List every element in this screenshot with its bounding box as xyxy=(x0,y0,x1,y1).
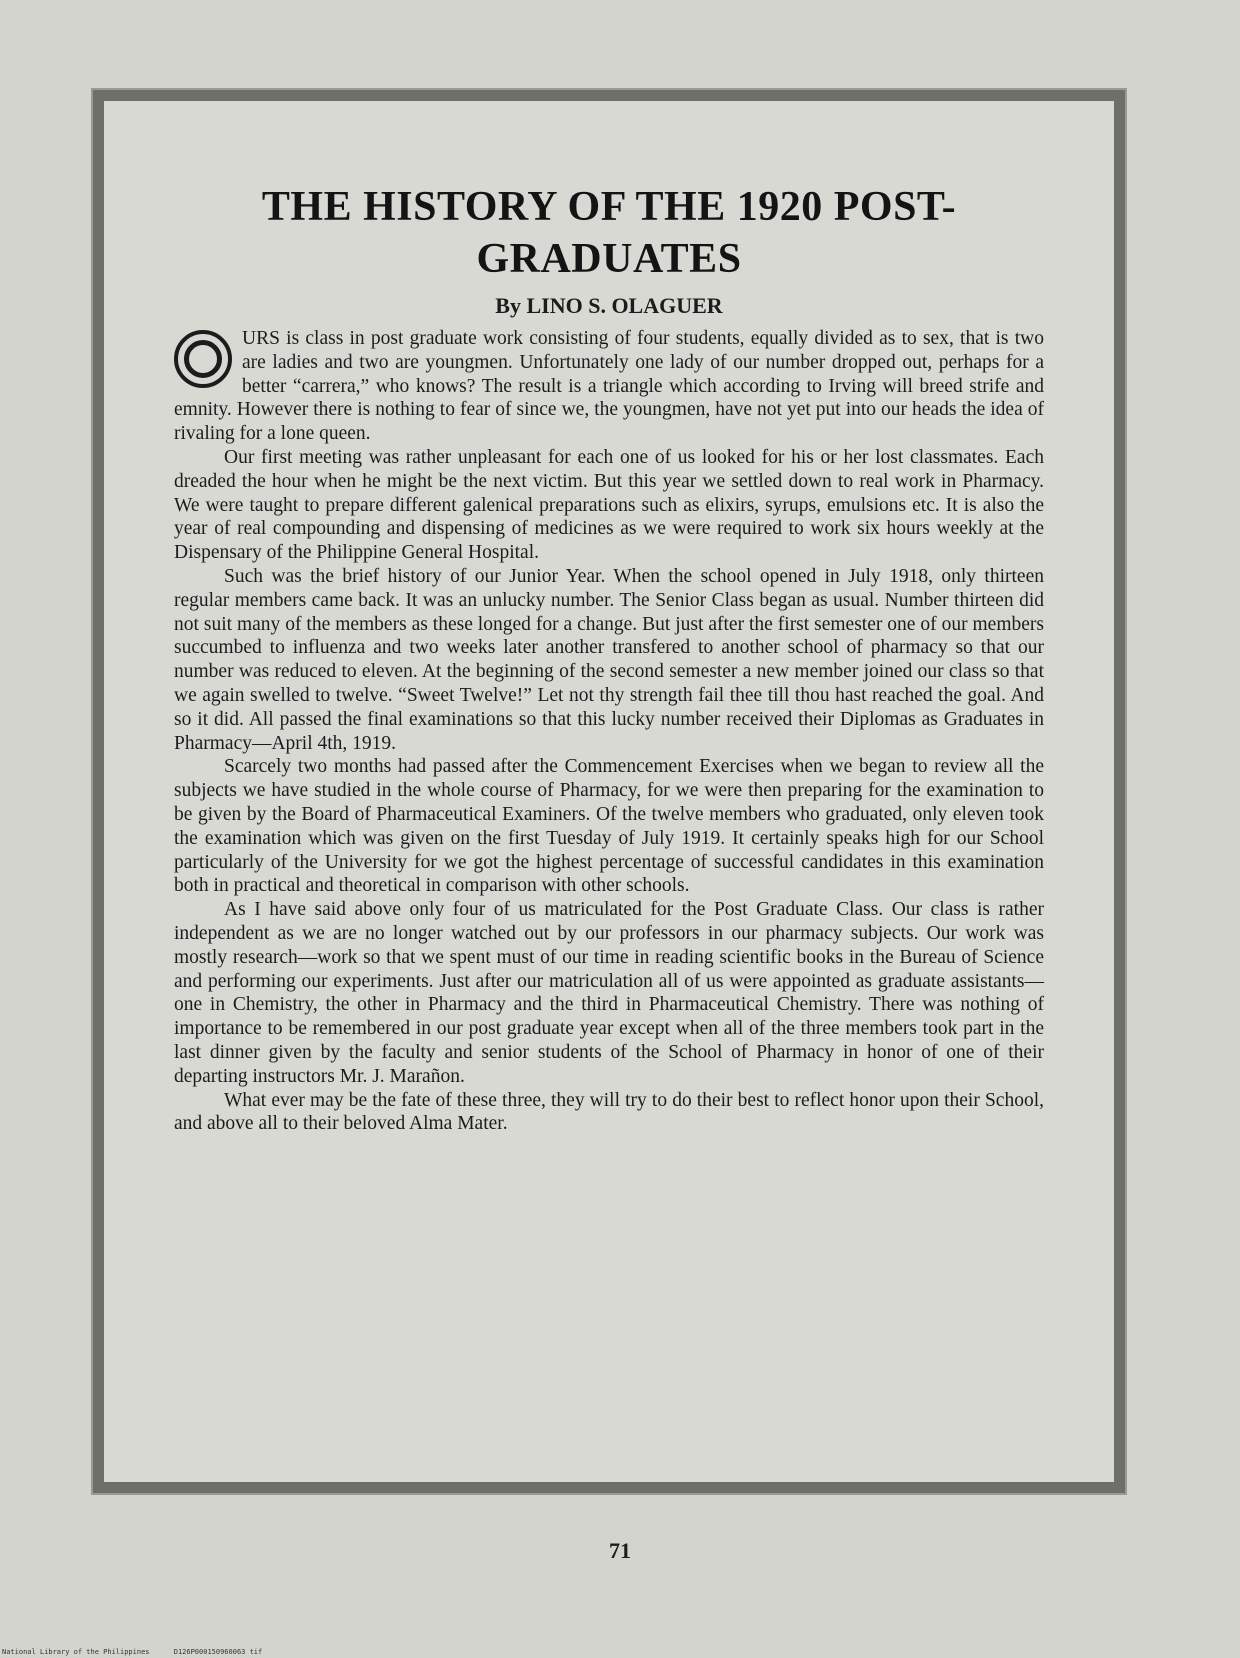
paragraph-1-text: URS is class in post graduate work consisting of four students, equally divided as to sex, that is two are ladies and two are youngmen. Unfortunately one lady of our number dropped out, perhaps for a better “carrera,” who knows? The result is a triangle which according to Irving will breed strife and emnity. However there is nothing to fear of since we, the youngmen, have not yet put into our heads the idea of rivaling for a lone queen. xyxy=(174,328,1044,445)
scan-footer xyxy=(2,1648,282,1656)
page-number: 71 xyxy=(609,1538,631,1563)
paragraph-2: Our first meeting was rather unpleasant for each one of us looked for his or her lost classmates. Each dreaded the hour when he might be the next victim. But this year we settled down to real work in Pharmacy. We were taught to prepare different galenical preparations such as elixirs, syrups, emulsions etc. It is also the year of real compounding and dispensing of medicines as we were required to work six hours weekly at the Dispensary of the Philippine General Hospital. xyxy=(174,446,1044,564)
footer-library: National Library of the Philippines xyxy=(2,1648,150,1656)
paragraph-4: Scarcely two months had passed after the Commencement Exercises when we began to review all the subjects we have studied in the whole course of Pharmacy, for we were then preparing for the examination to be given by the Board of Pharmaceutical Examiners. Of the twelve members who graduated, only eleven took the examination which was given on the first Tuesday of July 1919. It certainly speaks high for our School particularly of the University for we got the highest percentage of successful candidates in this examination both in practical and theoretical in comparison with other schools. xyxy=(174,756,1044,897)
title-line-2: GRADUATES xyxy=(476,236,742,282)
paragraph-1 xyxy=(174,327,1044,446)
footer-file-id: D126P000150960063 tif xyxy=(173,1648,263,1656)
author-byline: By LINO S. OLAGUER xyxy=(495,293,723,318)
title-line-1: THE HISTORY OF THE 1920 POST- xyxy=(261,184,957,230)
article-content xyxy=(174,181,1044,1136)
ornamental-border-frame xyxy=(93,90,1125,1493)
paragraph-3: Such was the brief history of our Junior Year. When the school opened in July 1918, only thirteen regular members came back. It was an unlucky number. The Senior Class began as usual. Number thirteen did not suit many of the members as these longed for a change. But just after the first semester one of our members succumbed to influenza and two weeks later another transfered to another school of pharmacy so that our number was reduced to eleven. At the beginning of the second semester a new member joined our class so that we again swelled to twelve. “Sweet Twelve!” Let not thy strength fail thee till thou hast reached the goal. And so it did. All passed the final examinations so that this lucky number received their Diplomas as Graduates in Pharmacy—April 4th, 1919. xyxy=(174,565,1044,754)
article-title xyxy=(174,181,1044,285)
paragraph-5: As I have said above only four of us matriculated for the Post Graduate Class. Our class is rather independent as we are no longer watched out by our professors in our pharmacy subjects. Our work was mostly research—work so that we spent must of our time in reading scientific books in the Bureau of Science and performing our experiments. Just after our matriculation all of us were appointed as graduate assistants—one in Chemistry, the other in Pharmacy and the third in Pharmaceutical Chemistry. There was nothing of importance to be remembered in our post graduate year except when all of the three members took part in the last dinner given by the faculty and senior students of the School of Pharmacy in honor of one of their departing instructors Mr. J. Marañon. xyxy=(174,899,1044,1087)
dropcap-o xyxy=(174,330,232,388)
article-body xyxy=(174,327,1044,1136)
paragraph-6: What ever may be the fate of these three, they will try to do their best to reflect honor upon their School, and above all to their beloved Alma Mater. xyxy=(174,1089,1044,1135)
